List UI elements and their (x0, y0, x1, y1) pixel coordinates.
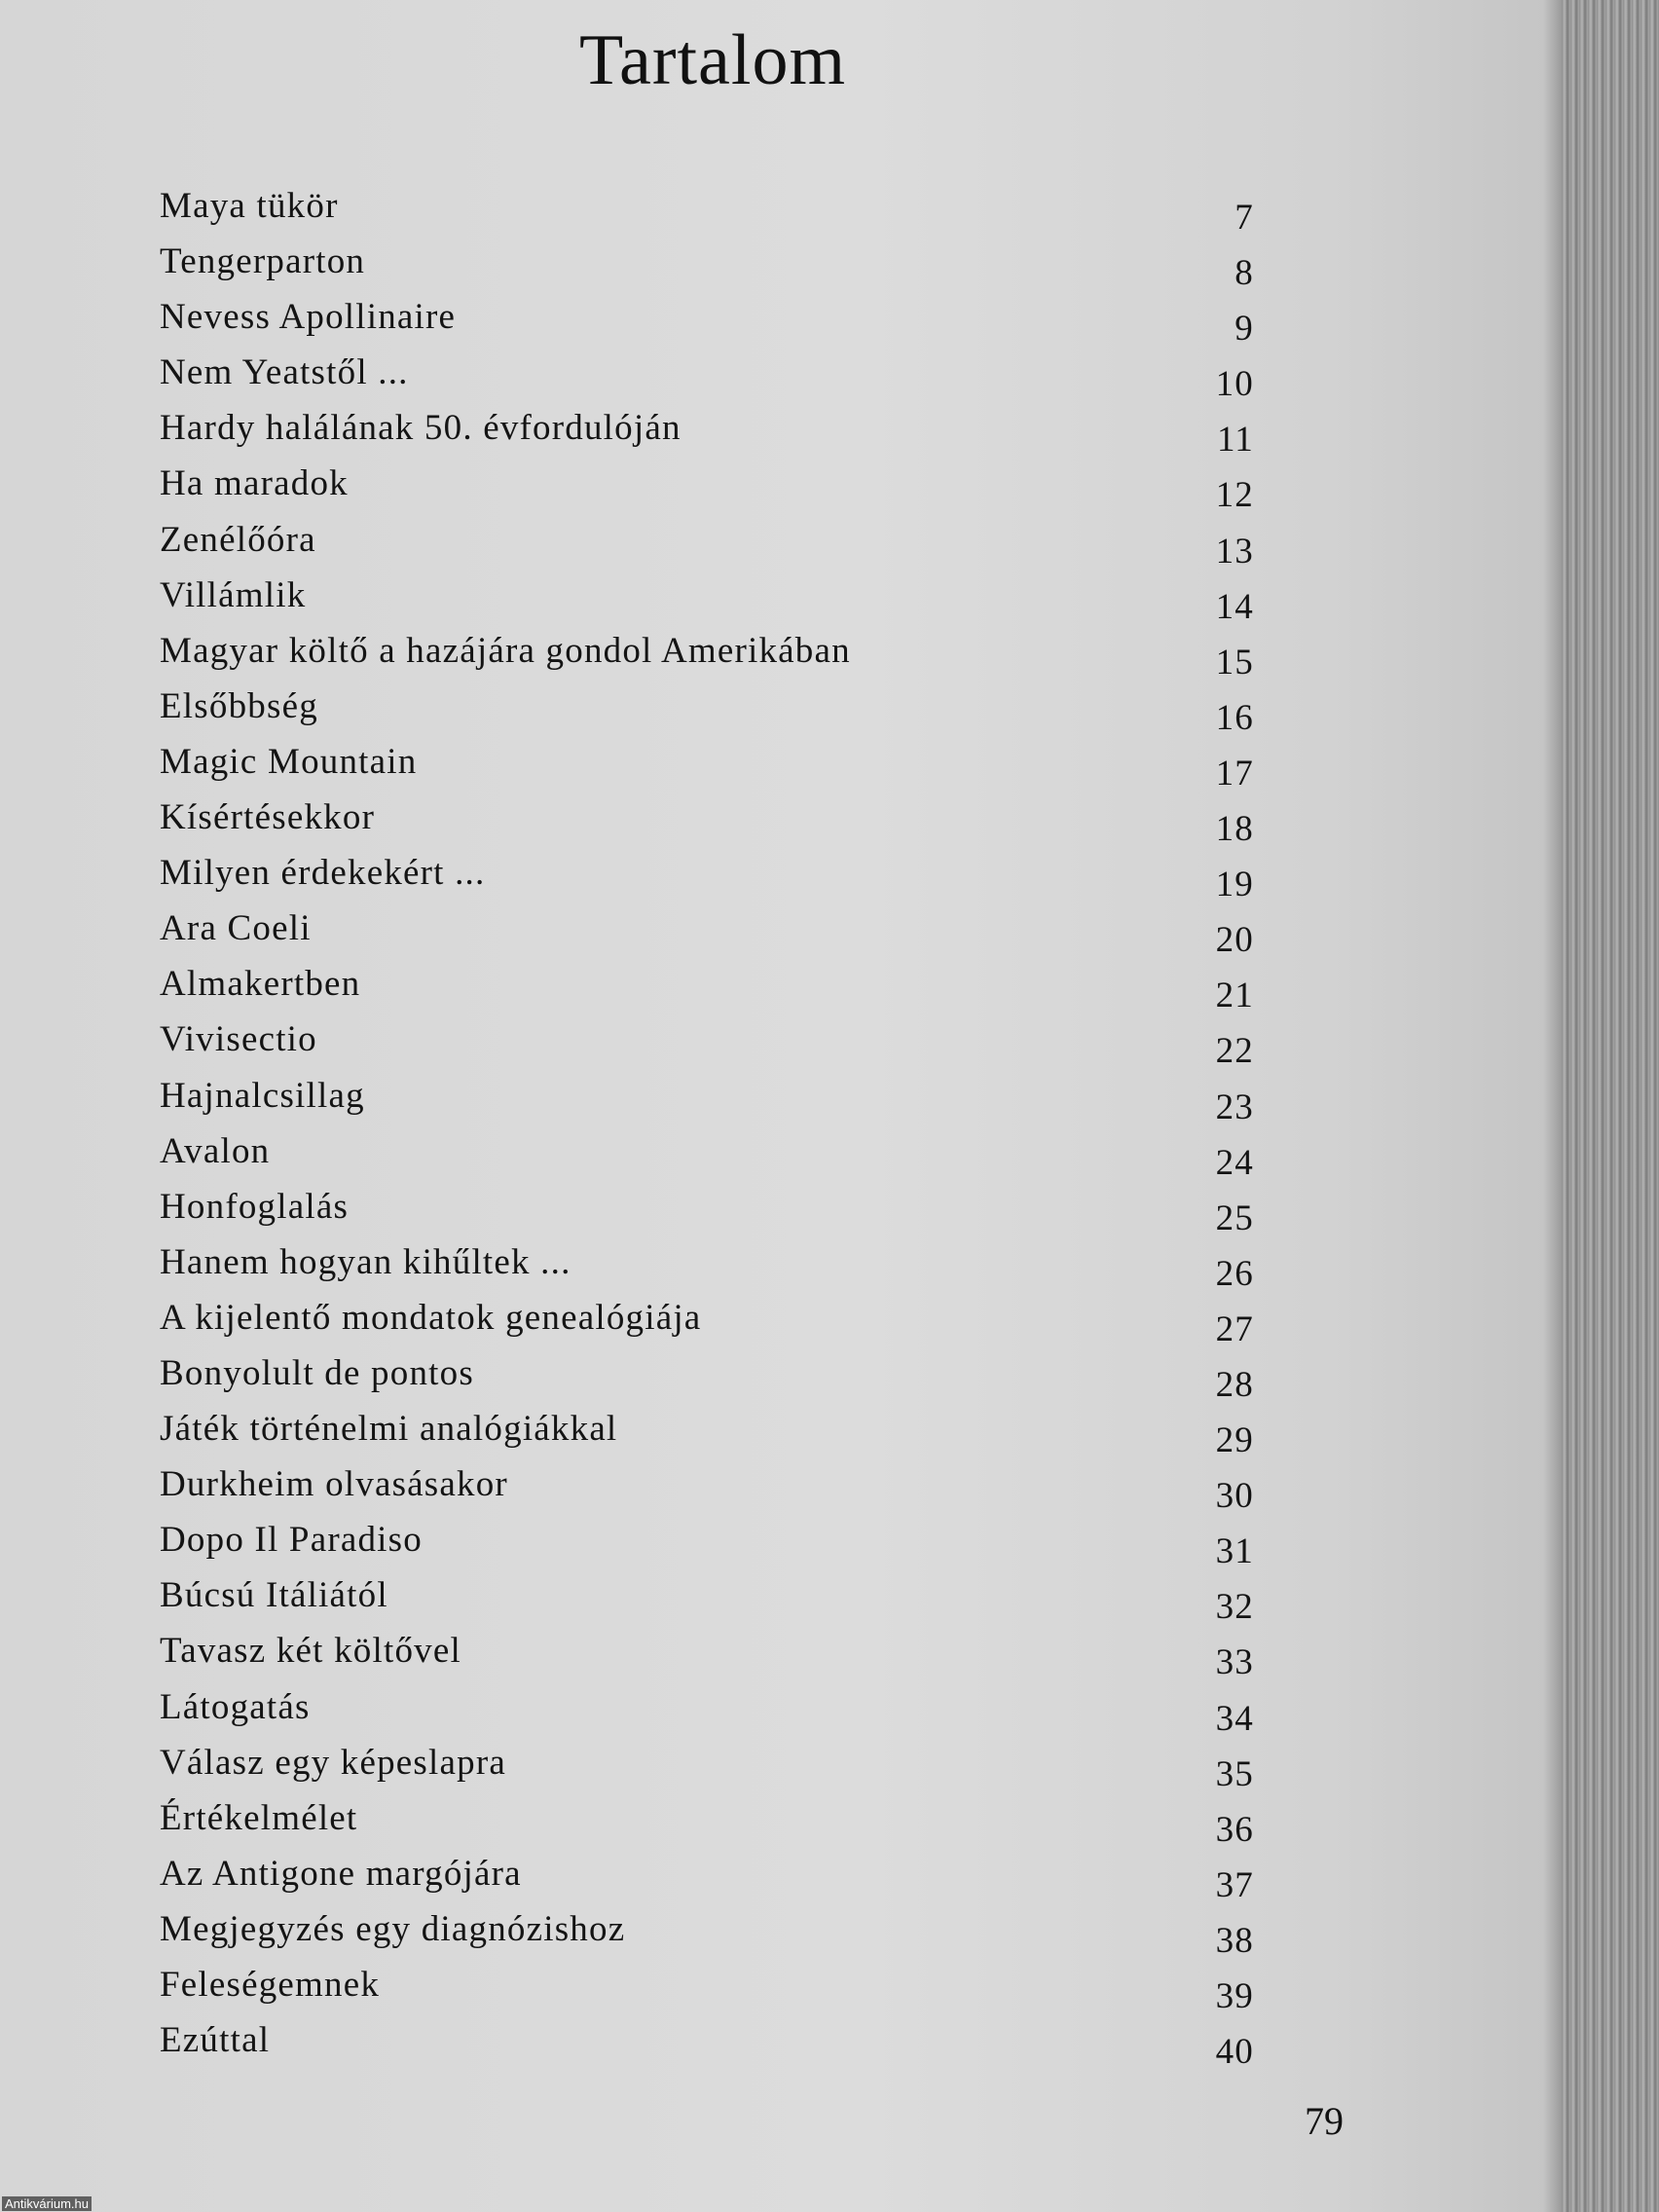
toc-entry (160, 1018, 1254, 1074)
toc-entry (160, 351, 1254, 407)
toc-entry-title: Ara Coeli (160, 908, 312, 949)
toc-entry-page-number: 18 (1215, 809, 1254, 850)
toc-entry (160, 796, 1254, 852)
toc-entry-page-number: 17 (1215, 753, 1254, 793)
toc-entry-title: Maya tükör (160, 186, 339, 226)
toc-entry-title: Feleségemnek (160, 1965, 381, 2005)
toc-entry-page-number: 13 (1215, 531, 1254, 571)
toc-entry (160, 574, 1254, 630)
toc-entry-page-number: 39 (1215, 1976, 1254, 2016)
toc-entry-title: Válasz egy képeslapra (160, 1742, 506, 1783)
toc-entry (160, 1186, 1254, 1241)
toc-entry (160, 685, 1254, 741)
toc-entry-title: Zenélőóra (160, 519, 316, 560)
toc-entry-title: Honfoglalás (160, 1186, 350, 1227)
toc-entry-title: Avalon (160, 1130, 271, 1171)
toc-entry-title: Tengerparton (160, 241, 366, 282)
toc-entry-title: Bonyolult de pontos (160, 1352, 474, 1393)
toc-entry-page-number: 40 (1215, 2032, 1254, 2073)
toc-entry-page-number: 12 (1215, 475, 1254, 516)
toc-entry-page-number: 33 (1215, 1642, 1254, 1683)
toc-entry (160, 1075, 1254, 1130)
toc-entry-page-number: 35 (1215, 1753, 1254, 1794)
toc-entry-title: Magic Mountain (160, 741, 418, 782)
toc-entry-page-number: 29 (1215, 1420, 1254, 1461)
toc-entry-page-number: 28 (1215, 1364, 1254, 1405)
toc-entry-page-number: 10 (1215, 364, 1254, 405)
toc-entry-page-number: 30 (1215, 1476, 1254, 1517)
toc-entry-page-number: 21 (1215, 976, 1254, 1016)
page-title: Tartalom (578, 20, 847, 100)
toc-entry-title: Milyen érdekekért ... (160, 853, 486, 894)
toc-entry-title: Ha maradok (160, 463, 349, 504)
toc-entry-page-number: 22 (1215, 1031, 1254, 1072)
toc-entry-title: Megjegyzés egy diagnózishoz (160, 1908, 626, 1949)
toc-entry (160, 1297, 1254, 1352)
toc-entry-title: Nem Yeatstől ... (160, 352, 409, 393)
toc-entry-title: Hardy halálának 50. évfordulóján (160, 408, 682, 449)
toc-entry (160, 1463, 1254, 1519)
toc-entry (160, 907, 1254, 963)
toc-entry-page-number: 20 (1215, 920, 1254, 961)
toc-entry (160, 852, 1254, 907)
toc-entry (160, 185, 1254, 240)
toc-entry-title: Értékelmélet (160, 1797, 358, 1838)
toc-entry (160, 1352, 1254, 1408)
toc-entry (160, 963, 1254, 1018)
toc-entry-page-number: 9 (1235, 309, 1254, 350)
toc-entry-title: Villámlik (160, 574, 307, 615)
toc-entry-title: Dopo Il Paradiso (160, 1520, 423, 1561)
toc-entry-title: Látogatás (160, 1686, 311, 1727)
toc-entry-page-number: 25 (1215, 1198, 1254, 1238)
toc-entry-page-number: 7 (1235, 198, 1254, 238)
toc-entry (160, 1908, 1254, 1964)
toc-entry-title: Kísértésekkor (160, 797, 376, 838)
toc-entry (160, 1574, 1254, 1630)
toc-entry-title: Vivisectio (160, 1019, 317, 1060)
toc-entry (160, 1742, 1254, 1797)
toc-entry (160, 240, 1254, 296)
toc-entry-title: A kijelentő mondatok genealógiája (160, 1297, 702, 1338)
toc-entry (160, 1686, 1254, 1742)
toc-entry-page-number: 34 (1215, 1698, 1254, 1739)
toc-entry-title: Hajnalcsillag (160, 1075, 365, 1116)
toc-entry-page-number: 14 (1215, 586, 1254, 627)
toc-entry-page-number: 36 (1215, 1809, 1254, 1850)
toc-entry-page-number: 38 (1215, 1920, 1254, 1961)
toc-entry-page-number: 32 (1215, 1587, 1254, 1628)
toc-entry-title: Hanem hogyan kihűltek ... (160, 1241, 571, 1282)
toc-entry (160, 1130, 1254, 1186)
toc-entry-page-number: 11 (1216, 420, 1254, 461)
toc-entry-page-number: 31 (1215, 1531, 1254, 1572)
book-page-edges (1562, 0, 1659, 2212)
toc-entry-title: Magyar költő a hazájára gondol Amerikában (160, 630, 851, 671)
toc-entry-title: Almakertben (160, 964, 361, 1005)
toc-entry-page-number: 26 (1215, 1253, 1254, 1294)
page-number: 79 (1305, 2099, 1344, 2143)
toc-entry-page-number: 8 (1235, 253, 1254, 294)
table-of-contents (160, 185, 1254, 2075)
toc-entry (160, 630, 1254, 685)
toc-entry (160, 462, 1254, 518)
toc-entry-page-number: 37 (1215, 1864, 1254, 1905)
toc-entry (160, 1797, 1254, 1853)
toc-entry-title: Elsőbbség (160, 685, 318, 726)
toc-entry-page-number: 15 (1215, 642, 1254, 682)
toc-entry-title: Az Antigone margójára (160, 1853, 522, 1894)
toc-entry (160, 1853, 1254, 1908)
toc-entry (160, 519, 1254, 574)
toc-entry (160, 1964, 1254, 2019)
toc-entry (160, 2019, 1254, 2075)
watermark-label: Antikvárium.hu (2, 2196, 92, 2211)
toc-entry (160, 741, 1254, 796)
toc-entry-title: Durkheim olvasásakor (160, 1464, 508, 1505)
toc-entry (160, 1519, 1254, 1574)
toc-entry (160, 1241, 1254, 1297)
toc-entry-title: Tavasz két költővel (160, 1631, 461, 1672)
toc-entry-page-number: 19 (1215, 865, 1254, 905)
toc-entry-page-number: 24 (1215, 1142, 1254, 1183)
toc-entry-title: Játék történelmi analógiákkal (160, 1409, 618, 1450)
toc-entry-page-number: 27 (1215, 1309, 1254, 1349)
toc-entry-page-number: 23 (1215, 1087, 1254, 1127)
toc-entry (160, 296, 1254, 351)
toc-entry-page-number: 16 (1215, 697, 1254, 738)
toc-entry-title: Nevess Apollinaire (160, 297, 457, 338)
toc-entry-title: Búcsú Itáliától (160, 1575, 388, 1616)
toc-entry (160, 1630, 1254, 1685)
toc-entry-title: Ezúttal (160, 2020, 271, 2061)
toc-entry (160, 1408, 1254, 1463)
toc-entry (160, 407, 1254, 462)
